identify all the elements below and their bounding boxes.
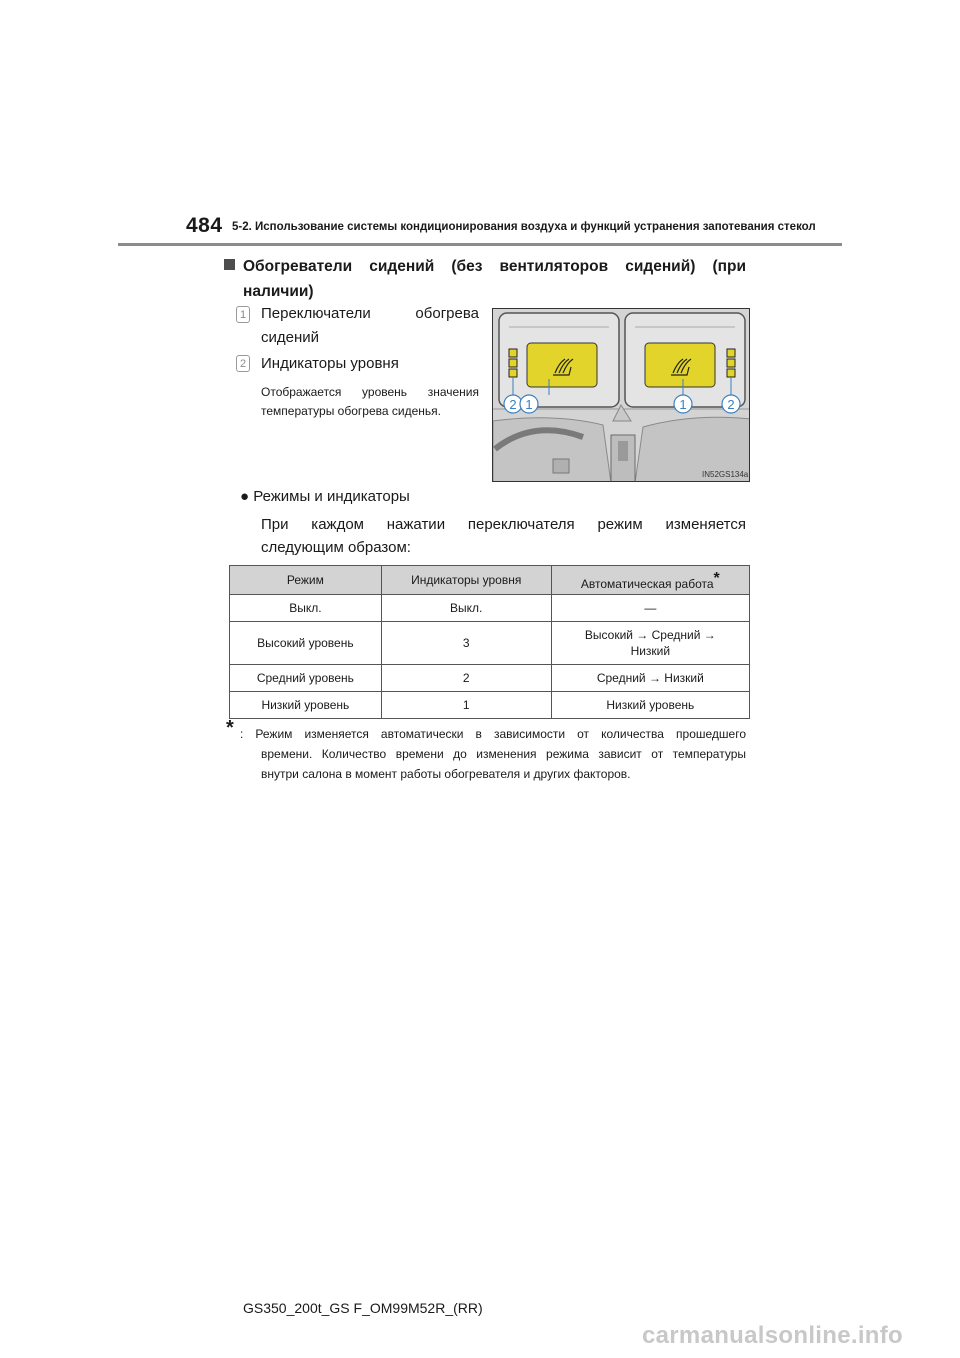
header-level-indicators: Индикаторы уровня xyxy=(381,566,551,595)
table-cell: — xyxy=(551,595,749,622)
modes-table xyxy=(229,565,750,719)
table-cell: Высокий уровень xyxy=(230,622,382,665)
header-mode: Режим xyxy=(230,566,382,595)
table-cell: Выкл. xyxy=(381,595,551,622)
table-cell: Средний уровень xyxy=(230,665,382,692)
table-row xyxy=(230,622,750,665)
figure-callout-1-right: 1 xyxy=(679,397,687,412)
table-cell: Высокий → Средний → Низкий xyxy=(551,622,749,665)
watermark: carmanualsonline.info xyxy=(642,1322,904,1349)
callout-number-2: 2 xyxy=(236,355,250,372)
modes-body-line1: При каждом нажатии переключателя режим изменяется xyxy=(261,516,746,533)
page-number: 484 xyxy=(186,214,223,237)
modes-title: Режимы и индикаторы xyxy=(253,488,410,505)
figure-callout-1-left: 1 xyxy=(525,397,533,412)
table-header-row xyxy=(230,566,750,595)
callout-label-2: Индикаторы уровня xyxy=(261,355,399,372)
callout-label-1: Переключатели обогрева xyxy=(261,305,479,322)
dashboard-drawing xyxy=(493,309,750,482)
callout-number-1: 1 xyxy=(236,306,250,323)
table-cell: 2 xyxy=(381,665,551,692)
section-heading-line1: Обогреватели сидений (без вентиляторов сидений) (при xyxy=(243,258,746,275)
modes-body-line2: следующим образом: xyxy=(261,539,411,556)
section-heading-line2: наличии) xyxy=(243,283,314,300)
footnote-star: * xyxy=(226,717,234,739)
callout-description-line2: температуры обогрева сиденья. xyxy=(261,404,441,418)
table-cell: Низкий уровень xyxy=(551,692,749,719)
header-auto-operation: Автоматическая работа* xyxy=(551,566,749,595)
callout-description-line1: Отображается уровень значения xyxy=(261,385,479,399)
square-bullet-icon xyxy=(224,259,235,270)
figure-callout-2-left: 2 xyxy=(509,397,517,412)
figure-callout-2-right: 2 xyxy=(727,397,735,412)
header-rule xyxy=(118,243,842,246)
footnote-line2: времени. Количество времени до изменения режима зависит от температуры xyxy=(261,747,746,761)
table-row xyxy=(230,595,750,622)
section-heading xyxy=(224,254,746,280)
modes-bullet-title xyxy=(240,486,410,508)
table-cell: 1 xyxy=(381,692,551,719)
table-cell: Выкл. xyxy=(230,595,382,622)
table-row xyxy=(230,665,750,692)
table-cell: Средний → Низкий xyxy=(551,665,749,692)
figure-code: IN52GS134a xyxy=(702,470,749,479)
round-bullet-icon: ● xyxy=(240,488,254,505)
table-row xyxy=(230,692,750,719)
table-cell: Низкий уровень xyxy=(230,692,382,719)
chapter-title: 5-2. Использование системы кондиционирования воздуха и функций устранения запотевания стекол xyxy=(232,221,816,233)
callout-label-1-line2: сидений xyxy=(261,329,320,346)
footnote-line1: : Режим изменяется автоматически в зависимости от количества прошедшего xyxy=(240,727,746,741)
footnote-line3: внутри салона в момент работы обогревателя и других факторов. xyxy=(261,767,631,781)
seat-heater-illustration xyxy=(492,308,750,482)
table-cell: 3 xyxy=(381,622,551,665)
footer-document-code: GS350_200t_GS F_OM99M52R_(RR) xyxy=(243,1300,483,1316)
